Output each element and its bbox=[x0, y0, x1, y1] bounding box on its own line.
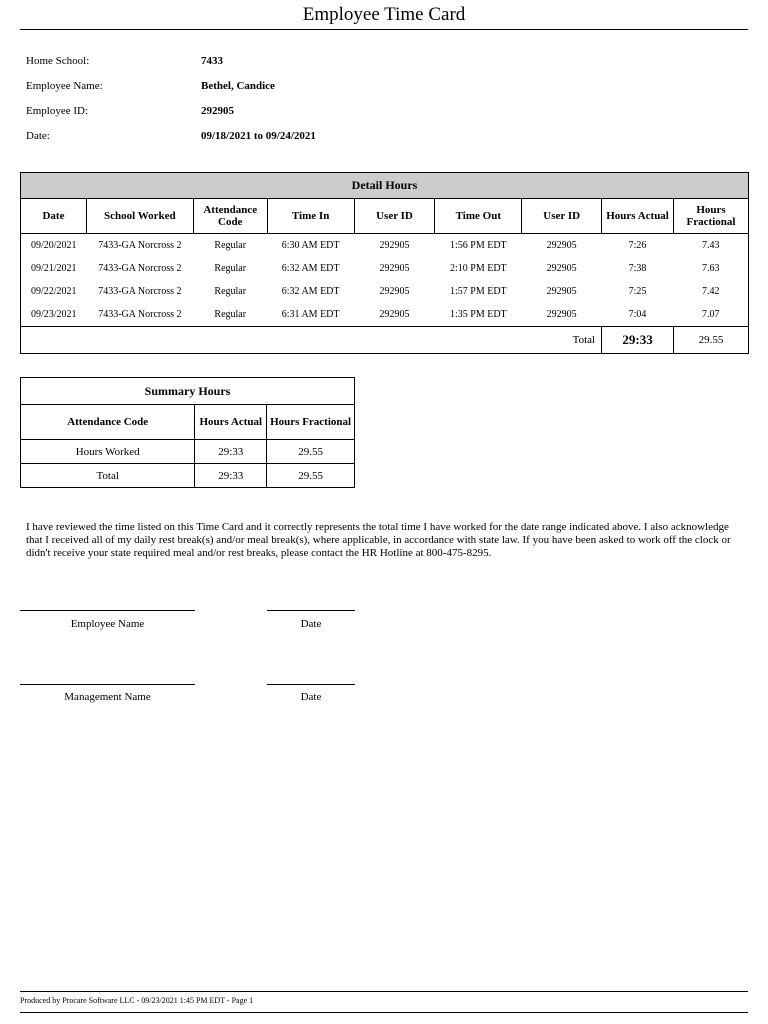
cell-date: 09/22/2021 bbox=[30, 286, 77, 297]
col-header-time-in: Time In bbox=[267, 199, 354, 234]
cell-time-out: 1:57 PM EDT bbox=[449, 286, 507, 297]
cell-user-id-in: 292905 bbox=[379, 240, 410, 251]
cell-hours-fractional: 7.42 bbox=[702, 286, 720, 297]
cell-attendance: Regular bbox=[214, 309, 247, 320]
detail-hours-table bbox=[20, 172, 749, 354]
col-header-user-id-in: User ID bbox=[354, 199, 435, 234]
cell-time-out: 1:35 PM EDT bbox=[449, 309, 507, 320]
table-row bbox=[21, 303, 749, 327]
summary-cell-fractional: 29.55 bbox=[267, 464, 355, 488]
cell-time-in: 6:32 AM EDT bbox=[281, 263, 340, 274]
col-header-time-out: Time Out bbox=[435, 199, 522, 234]
employee-name-label: Employee Name: bbox=[26, 80, 103, 92]
cell-school: 7433-GA Norcross 2 bbox=[98, 286, 182, 297]
cell-date: 09/23/2021 bbox=[30, 309, 77, 320]
cell-date: 09/21/2021 bbox=[30, 263, 77, 274]
employee-id-label: Employee ID: bbox=[26, 105, 89, 117]
footer-bottom-rule bbox=[20, 1012, 748, 1013]
detail-total-label: Total bbox=[21, 327, 602, 354]
summary-header-row bbox=[21, 405, 355, 440]
col-header-user-id-out: User ID bbox=[522, 199, 602, 234]
cell-user-id-out: 292905 bbox=[546, 240, 577, 251]
management-name-signature-label: Management Name bbox=[64, 691, 151, 703]
col-header-hours-actual: Hours Actual bbox=[602, 199, 674, 234]
footer-top-rule bbox=[20, 991, 748, 992]
summary-col-hours-fractional: Hours Fractional bbox=[267, 405, 355, 440]
cell-time-in: 6:31 AM EDT bbox=[281, 309, 340, 320]
table-row bbox=[21, 280, 749, 303]
home-school-value: 7433 bbox=[201, 55, 223, 67]
title-divider bbox=[20, 29, 748, 30]
summary-col-hours-actual: Hours Actual bbox=[195, 405, 267, 440]
employee-signature-line bbox=[20, 610, 195, 611]
summary-cell-actual: 29:33 bbox=[195, 464, 267, 488]
detail-total-actual: 29:33 bbox=[602, 327, 674, 354]
detail-header-row bbox=[21, 199, 749, 234]
cell-hours-actual: 7:25 bbox=[628, 286, 647, 297]
summary-cell-code: Hours Worked bbox=[21, 440, 195, 464]
employee-date-line bbox=[267, 610, 355, 611]
detail-total-row bbox=[21, 327, 749, 354]
summary-col-attendance-code: Attendance Code bbox=[21, 405, 195, 440]
cell-time-out: 1:56 PM EDT bbox=[449, 240, 507, 251]
date-range-value: 09/18/2021 to 09/24/2021 bbox=[201, 130, 316, 142]
col-header-date: Date bbox=[21, 199, 87, 234]
cell-date: 09/20/2021 bbox=[30, 240, 77, 251]
summary-cell-fractional: 29.55 bbox=[267, 440, 355, 464]
cell-time-in: 6:30 AM EDT bbox=[281, 240, 340, 251]
cell-time-in: 6:32 AM EDT bbox=[281, 286, 340, 297]
management-date-line bbox=[267, 684, 355, 685]
cell-school: 7433-GA Norcross 2 bbox=[98, 240, 182, 251]
cell-user-id-in: 292905 bbox=[379, 263, 410, 274]
cell-attendance: Regular bbox=[214, 240, 247, 251]
footer-text: Produced by Procare Software LLC - 09/23/2021 1:45 PM EDT - Page 1 bbox=[20, 996, 254, 1005]
cell-user-id-out: 292905 bbox=[546, 263, 577, 274]
employee-name-signature-label: Employee Name bbox=[70, 618, 145, 630]
summary-cell-code: Total bbox=[21, 464, 195, 488]
management-signature-line bbox=[20, 684, 195, 685]
cell-hours-actual: 7:38 bbox=[628, 263, 647, 274]
employee-date-label: Date bbox=[300, 618, 322, 630]
detail-total-fractional: 29.55 bbox=[674, 327, 749, 354]
employee-id-value: 292905 bbox=[201, 105, 234, 117]
cell-attendance: Regular bbox=[214, 263, 247, 274]
summary-hours-title: Summary Hours bbox=[21, 378, 355, 405]
table-row bbox=[21, 234, 749, 258]
employee-name-value: Bethel, Candice bbox=[201, 80, 275, 92]
cell-hours-actual: 7:26 bbox=[628, 240, 647, 251]
table-row bbox=[21, 464, 355, 488]
cell-hours-actual: 7:04 bbox=[628, 309, 647, 320]
home-school-label: Home School: bbox=[26, 55, 90, 67]
cell-hours-fractional: 7.43 bbox=[702, 240, 720, 251]
table-row bbox=[21, 440, 355, 464]
col-header-school-worked: School Worked bbox=[86, 199, 193, 234]
summary-cell-actual: 29:33 bbox=[195, 440, 267, 464]
col-header-attendance-code: Attendance Code bbox=[193, 199, 267, 234]
cell-school: 7433-GA Norcross 2 bbox=[98, 309, 182, 320]
detail-hours-title: Detail Hours bbox=[21, 173, 749, 199]
summary-hours-table bbox=[20, 377, 355, 488]
cell-user-id-out: 292905 bbox=[546, 286, 577, 297]
date-label: Date: bbox=[26, 130, 50, 142]
table-row bbox=[21, 257, 749, 280]
cell-attendance: Regular bbox=[214, 286, 247, 297]
cell-hours-fractional: 7.07 bbox=[702, 309, 720, 320]
cell-user-id-in: 292905 bbox=[379, 309, 410, 320]
page-title: Employee Time Card bbox=[302, 4, 466, 25]
cell-time-out: 2:10 PM EDT bbox=[449, 263, 507, 274]
cell-hours-fractional: 7.63 bbox=[702, 263, 720, 274]
col-header-hours-fractional: Hours Fractional bbox=[674, 199, 749, 234]
cell-school: 7433-GA Norcross 2 bbox=[98, 263, 182, 274]
acknowledgement-text: I have reviewed the time listed on this Time Card and it correctly represents the total time I have worked for the date range indicated above. I also acknowledge that I received all of my daily rest break(s) and/or meal break(s), where applicable, in accordance with state law. If you have been asked to work off the clock or didn't receive your state required meal and/or rest breaks, please contact the HR Hotline at 800-475-8295. bbox=[26, 521, 731, 559]
cell-user-id-in: 292905 bbox=[379, 286, 410, 297]
cell-user-id-out: 292905 bbox=[546, 309, 577, 320]
management-date-label: Date bbox=[300, 691, 322, 703]
